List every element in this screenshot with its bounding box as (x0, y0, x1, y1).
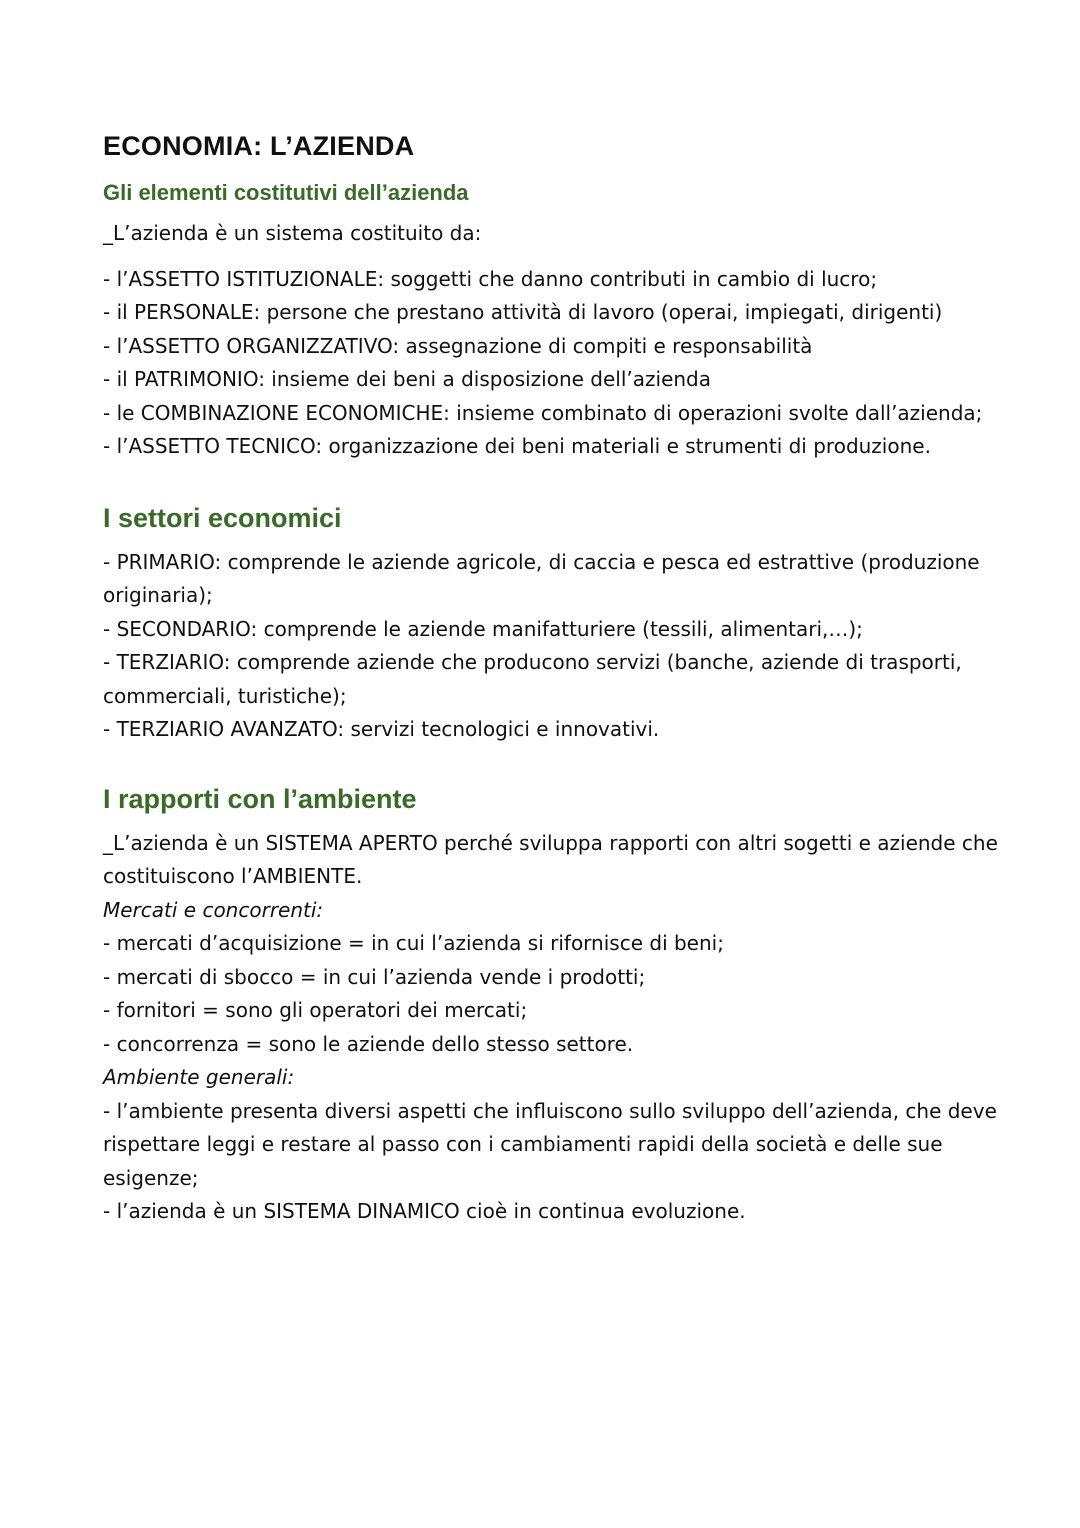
list-item: - PRIMARIO: comprende le aziende agricole, di caccia e pesca ed estrattive (produzione originaria); (103, 549, 980, 607)
list-item: - mercati d’acquisizione = in cui l’azienda si rifornisce di beni; (103, 931, 724, 955)
list-item: - l’ASSETTO TECNICO: organizzazione dei beni materiali e strumenti di produzione. (103, 434, 931, 458)
list-item: - TERZIARIO: comprende aziende che producono servizi (banche, aziende di trasporti, commerciali, turistiche); (103, 650, 962, 708)
section-heading-settori: I settori economici (103, 502, 342, 533)
document-page (103, 128, 1003, 1229)
section-heading-rapporti: I rapporti con l’ambiente (103, 783, 417, 814)
list-item: - l’ambiente presenta diversi aspetti che influiscono sullo sviluppo dell’azienda, che deve rispettare leggi e restare al passo con i cambiamenti rapidi della società e delle sue esigenze; (103, 1098, 997, 1190)
environment-intro: _L’azienda è un SISTEMA APERTO perché sviluppa rapporti con altri sogetti e aziende che costituiscono l’AMBIENTE. (103, 830, 998, 888)
general-label: Ambiente generali: (103, 1065, 295, 1089)
list-item: - TERZIARIO AVANZATO: servizi tecnologici e innovativi. (103, 717, 660, 741)
list-item: - l’azienda è un SISTEMA DINAMICO cioè in continua evoluzione. (103, 1199, 746, 1223)
page-title: ECONOMIA: L’AZIENDA (103, 131, 415, 161)
section-subtitle-elementi: Gli elementi costitutivi dell’azienda (103, 180, 469, 205)
list-item: - le COMBINAZIONE ECONOMICHE: insieme combinato di operazioni svolte dall’azienda; (103, 400, 983, 425)
section-settori (103, 500, 1003, 747)
list-item: - SECONDARIO: comprende le aziende manifatturiere (tessili, alimentari,…); (103, 616, 863, 641)
elements-list (103, 263, 1003, 464)
intro-text: _L’azienda è un sistema costituito da: (103, 221, 482, 245)
list-item: - fornitori = sono gli operatori dei mercati; (103, 998, 528, 1022)
list-item: - concorrenza = sono le aziende dello stesso settore. (103, 1031, 634, 1056)
markets-label: Mercati e concorrenti: (103, 897, 324, 922)
list-item: - mercati di sbocco = in cui l’azienda vende i prodotti; (103, 964, 646, 989)
section-rapporti (103, 781, 1003, 1229)
list-item: - il PERSONALE: persone che prestano attività di lavoro (operai, impiegati, dirigenti) (103, 300, 943, 324)
list-item: - il PATRIMONIO: insieme dei beni a disposizione dell’azienda (103, 367, 712, 391)
list-item: - l’ASSETTO ORGANIZZATIVO: assegnazione di compiti e responsabilità (103, 333, 813, 358)
list-item: - l’ASSETTO ISTITUZIONALE: soggetti che danno contributi in cambio di lucro; (103, 266, 878, 291)
